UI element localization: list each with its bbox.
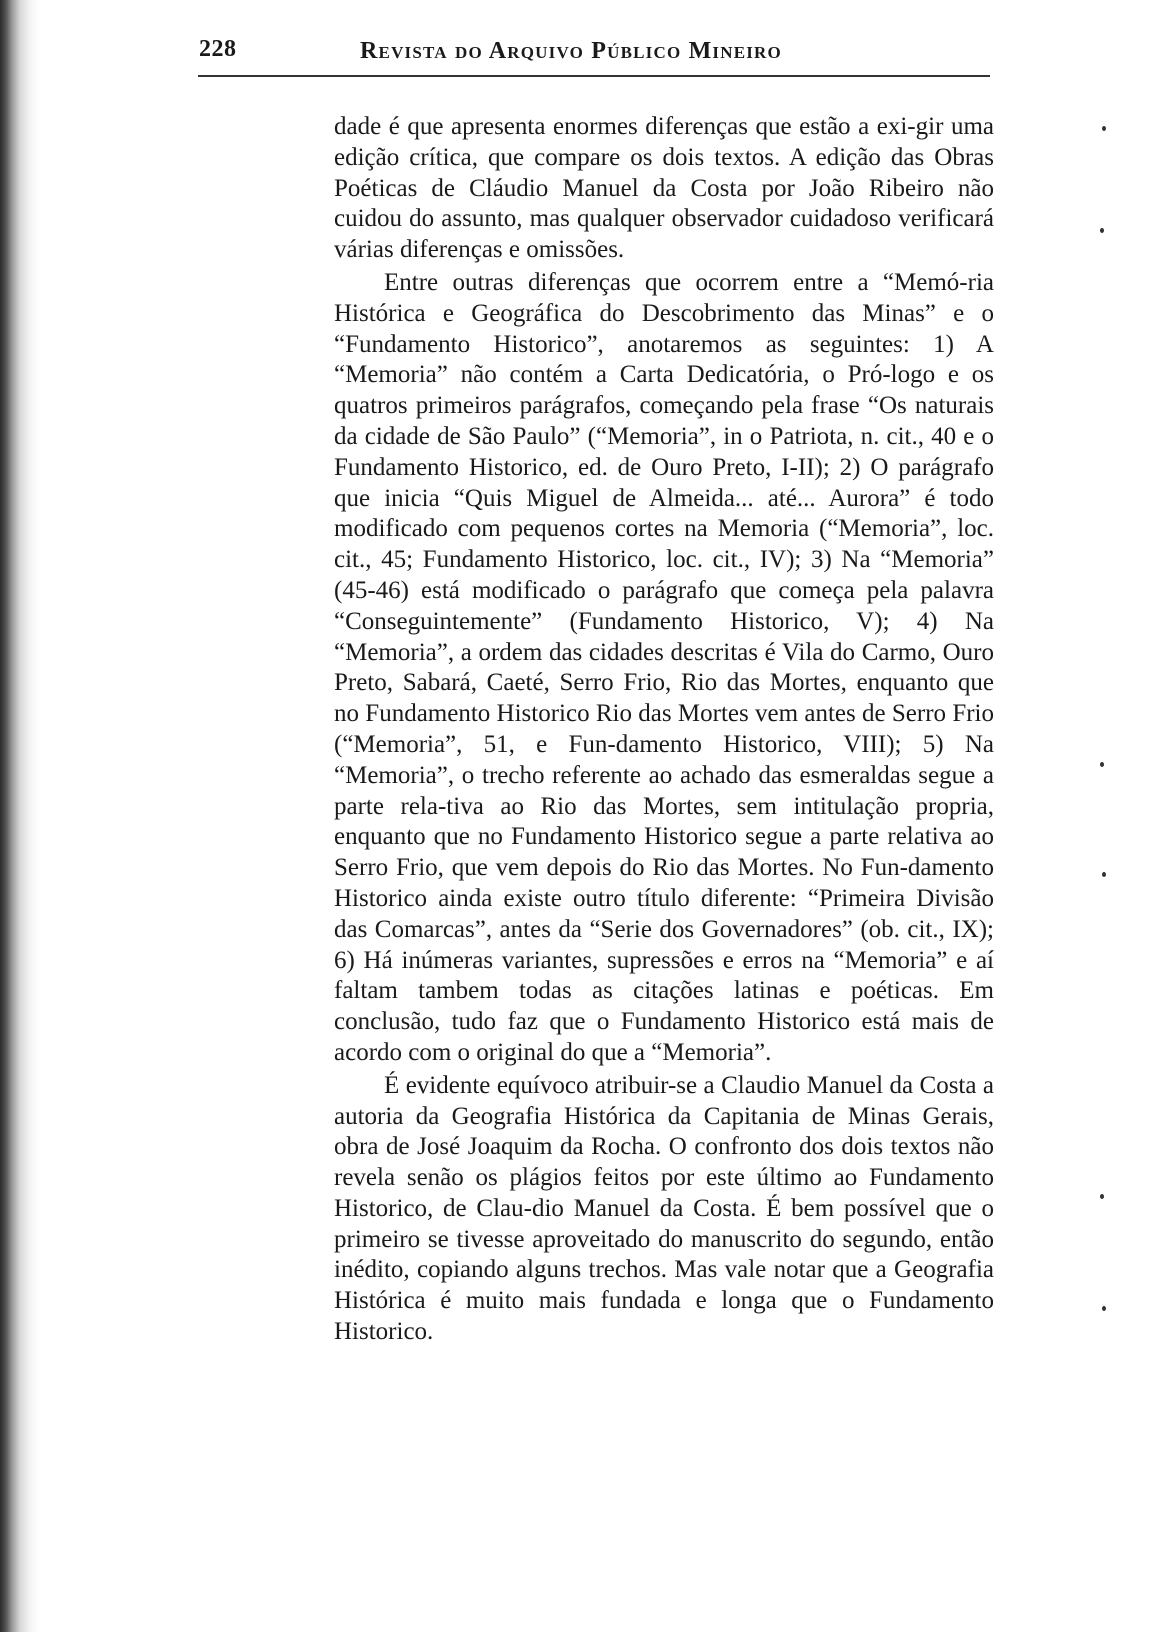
margin-speck (1102, 126, 1106, 131)
paragraph-1: dade é que apresenta enormes diferenças que estão a exi-gir uma edição crítica, que compare os dois textos. A edição das Obras Poéticas de Cláudio Manuel da Costa por João Ribeiro não cuidou do assunto, mas qualquer observador cuidadoso verificará várias diferenças e omissões. (334, 113, 994, 264)
body-text (334, 112, 994, 1348)
page-number: 228 (199, 36, 237, 62)
margin-speck (1100, 228, 1104, 233)
margin-speck (1102, 1306, 1106, 1311)
margin-speck (1102, 872, 1106, 877)
margin-speck (1100, 762, 1104, 767)
margin-speck (1100, 1194, 1104, 1199)
header-rule (198, 75, 990, 77)
running-title: Revista do Arquivo Público Mineiro (360, 38, 782, 64)
paragraph-2: Entre outras diferenças que ocorrem entre a “Memó-ria Histórica e Geográfica do Descobrimento das Minas” e o “Fundamento Historico”, anotaremos as seguintes: 1) A “Memoria” não contém a Carta Dedicatória, o Pró-logo e os quatros primeiros parágrafos, começando pela frase “Os naturais da cidade de São Paulo” (“Memoria”, in o Patriota, n. cit., 40 e o Fundamento Historico, ed. de Ouro Preto, I-II); 2) O parágrafo que inicia “Quis Miguel de Almeida... até... Aurora” é todo modificado com pequenos cortes na Memoria (“Memoria”, loc. cit., 45; Fundamento Historico, loc. cit., IV); 3) Na “Memoria” (45-46) está modificado o parágrafo que começa pela palavra “Conseguintemente” (Fundamento Historico, V); 4) Na “Memoria”, a ordem das cidades descritas é Vila do Carmo, Ouro Preto, Sabará, Caeté, Serro Frio, Rio das Mortes, enquanto que no Fundamento Historico Rio das Mortes vem antes de Serro Frio (“Memoria”, 51, e Fun-damento Historico, VIII); 5) Na “Memoria”, o trecho referente ao achado das esmeraldas segue a parte rela-tiva ao Rio das Mortes, sem intitulação propria, enquanto que no Fundamento Historico segue a parte relativa ao Serro Frio, que vem depois do Rio das Mortes. No Fun-damento Historico ainda existe outro título diferente: “Primeira Divisão das Comarcas”, antes da “Serie dos Governadores” (ob. cit., IX); 6) Há inúmeras variantes, supressões e erros na “Memoria” e aí faltam tambem todas as citações latinas e poéticas. Em conclusão, tudo faz que o Fundamento Historico está mais de acordo com o original do que a “Memoria”. (334, 268, 994, 1066)
paragraph-3: É evidente equívoco atribuir-se a Claudio Manuel da Costa a autoria da Geografia Histórica da Capitania de Minas Gerais, obra de José Joaquim da Rocha. O confronto dos dois textos não revela senão os plágios feitos por este último ao Fundamento Historico, de Clau-dio Manuel da Costa. É bem possível que o primeiro se tivesse aproveitado do manuscrito do segundo, então inédito, copiando alguns trechos. Mas vale notar que a Geografia Histórica é muito mais fundada e longa que o Fundamento Historico. (334, 1071, 994, 1346)
page-binding-shadow (0, 0, 40, 1632)
